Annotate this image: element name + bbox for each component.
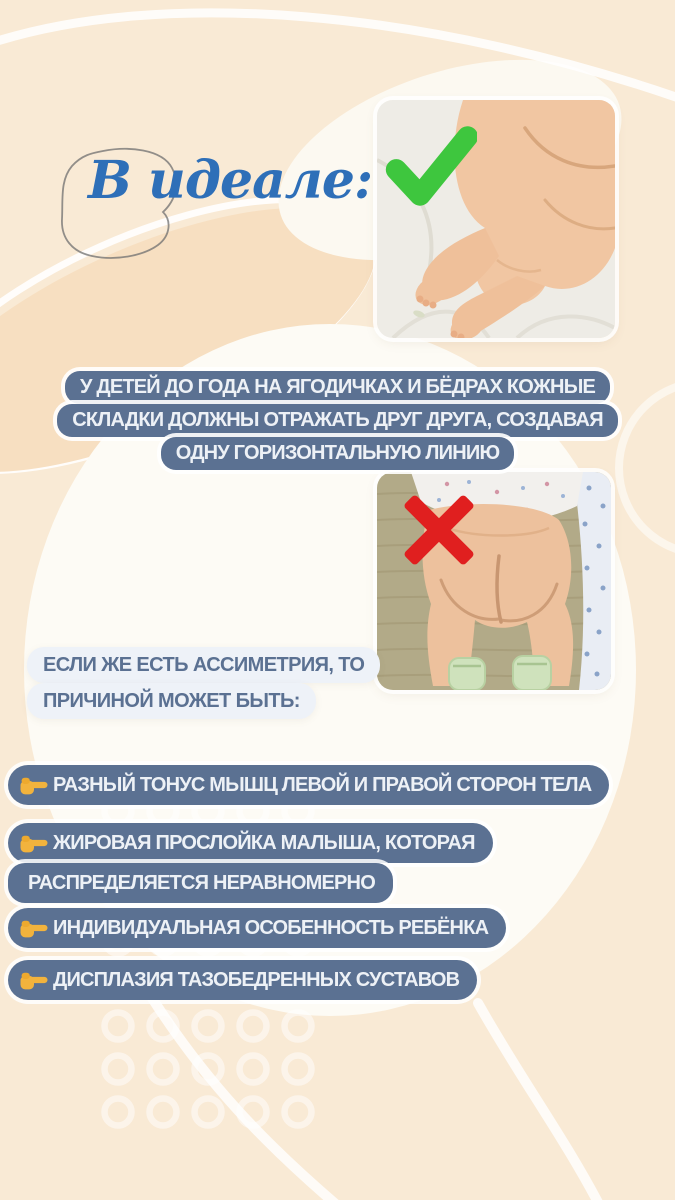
page-title: В идеале: <box>88 150 373 211</box>
pointing-finger-icon <box>20 971 48 990</box>
reason-pill-2 <box>8 823 493 903</box>
intro-line: ЕСЛИ ЖЕ ЕСТЬ АССИМЕТРИЯ, ТО <box>27 647 380 683</box>
pointing-finger-icon <box>20 834 48 853</box>
decorative-arc-bottom-right <box>478 1003 602 1200</box>
reason-pill-4 <box>8 960 477 1000</box>
ideal-example-photo <box>377 100 615 338</box>
checkmark-icon <box>385 124 477 208</box>
reason-pill-1 <box>8 765 609 805</box>
pointing-finger-icon <box>20 776 48 795</box>
reason-text: ЖИРОВАЯ ПРОСЛОЙКА МАЛЫША, КОТОРАЯ <box>53 832 475 854</box>
asymmetry-intro-box <box>27 647 380 719</box>
reason-pill-3 <box>8 908 506 948</box>
reason-text: ИНДИВИДУАЛЬНАЯ ОСОБЕННОСТЬ РЕБЁНКА <box>53 917 489 939</box>
caption-line: ОДНУ ГОРИЗОНТАЛЬНУЮ ЛИНИЮ <box>161 437 515 470</box>
caption-line: СКЛАДКИ ДОЛЖНЫ ОТРАЖАТЬ ДРУГ ДРУГА, СОЗДАВАЯ <box>57 404 618 437</box>
ideal-caption <box>0 371 675 470</box>
reason-text: ДИСПЛАЗИЯ ТАЗОБЕДРЕННЫХ СУСТАВОВ <box>53 969 460 991</box>
cross-icon <box>401 492 477 568</box>
asymmetry-example-photo <box>377 472 611 690</box>
reason-text: РАСПРЕДЕЛЯЕТСЯ НЕРАВНОМЕРНО <box>28 872 375 894</box>
caption-line: У ДЕТЕЙ ДО ГОДА НА ЯГОДИЧКАХ И БЁДРАХ КОЖНЫЕ <box>65 371 610 404</box>
reason-text: РАЗНЫЙ ТОНУС МЫШЦ ЛЕВОЙ И ПРАВОЙ СТОРОН ТЕЛА <box>53 774 592 796</box>
intro-line: ПРИЧИНОЙ МОЖЕТ БЫТЬ: <box>27 683 316 719</box>
pointing-finger-icon <box>20 919 48 938</box>
